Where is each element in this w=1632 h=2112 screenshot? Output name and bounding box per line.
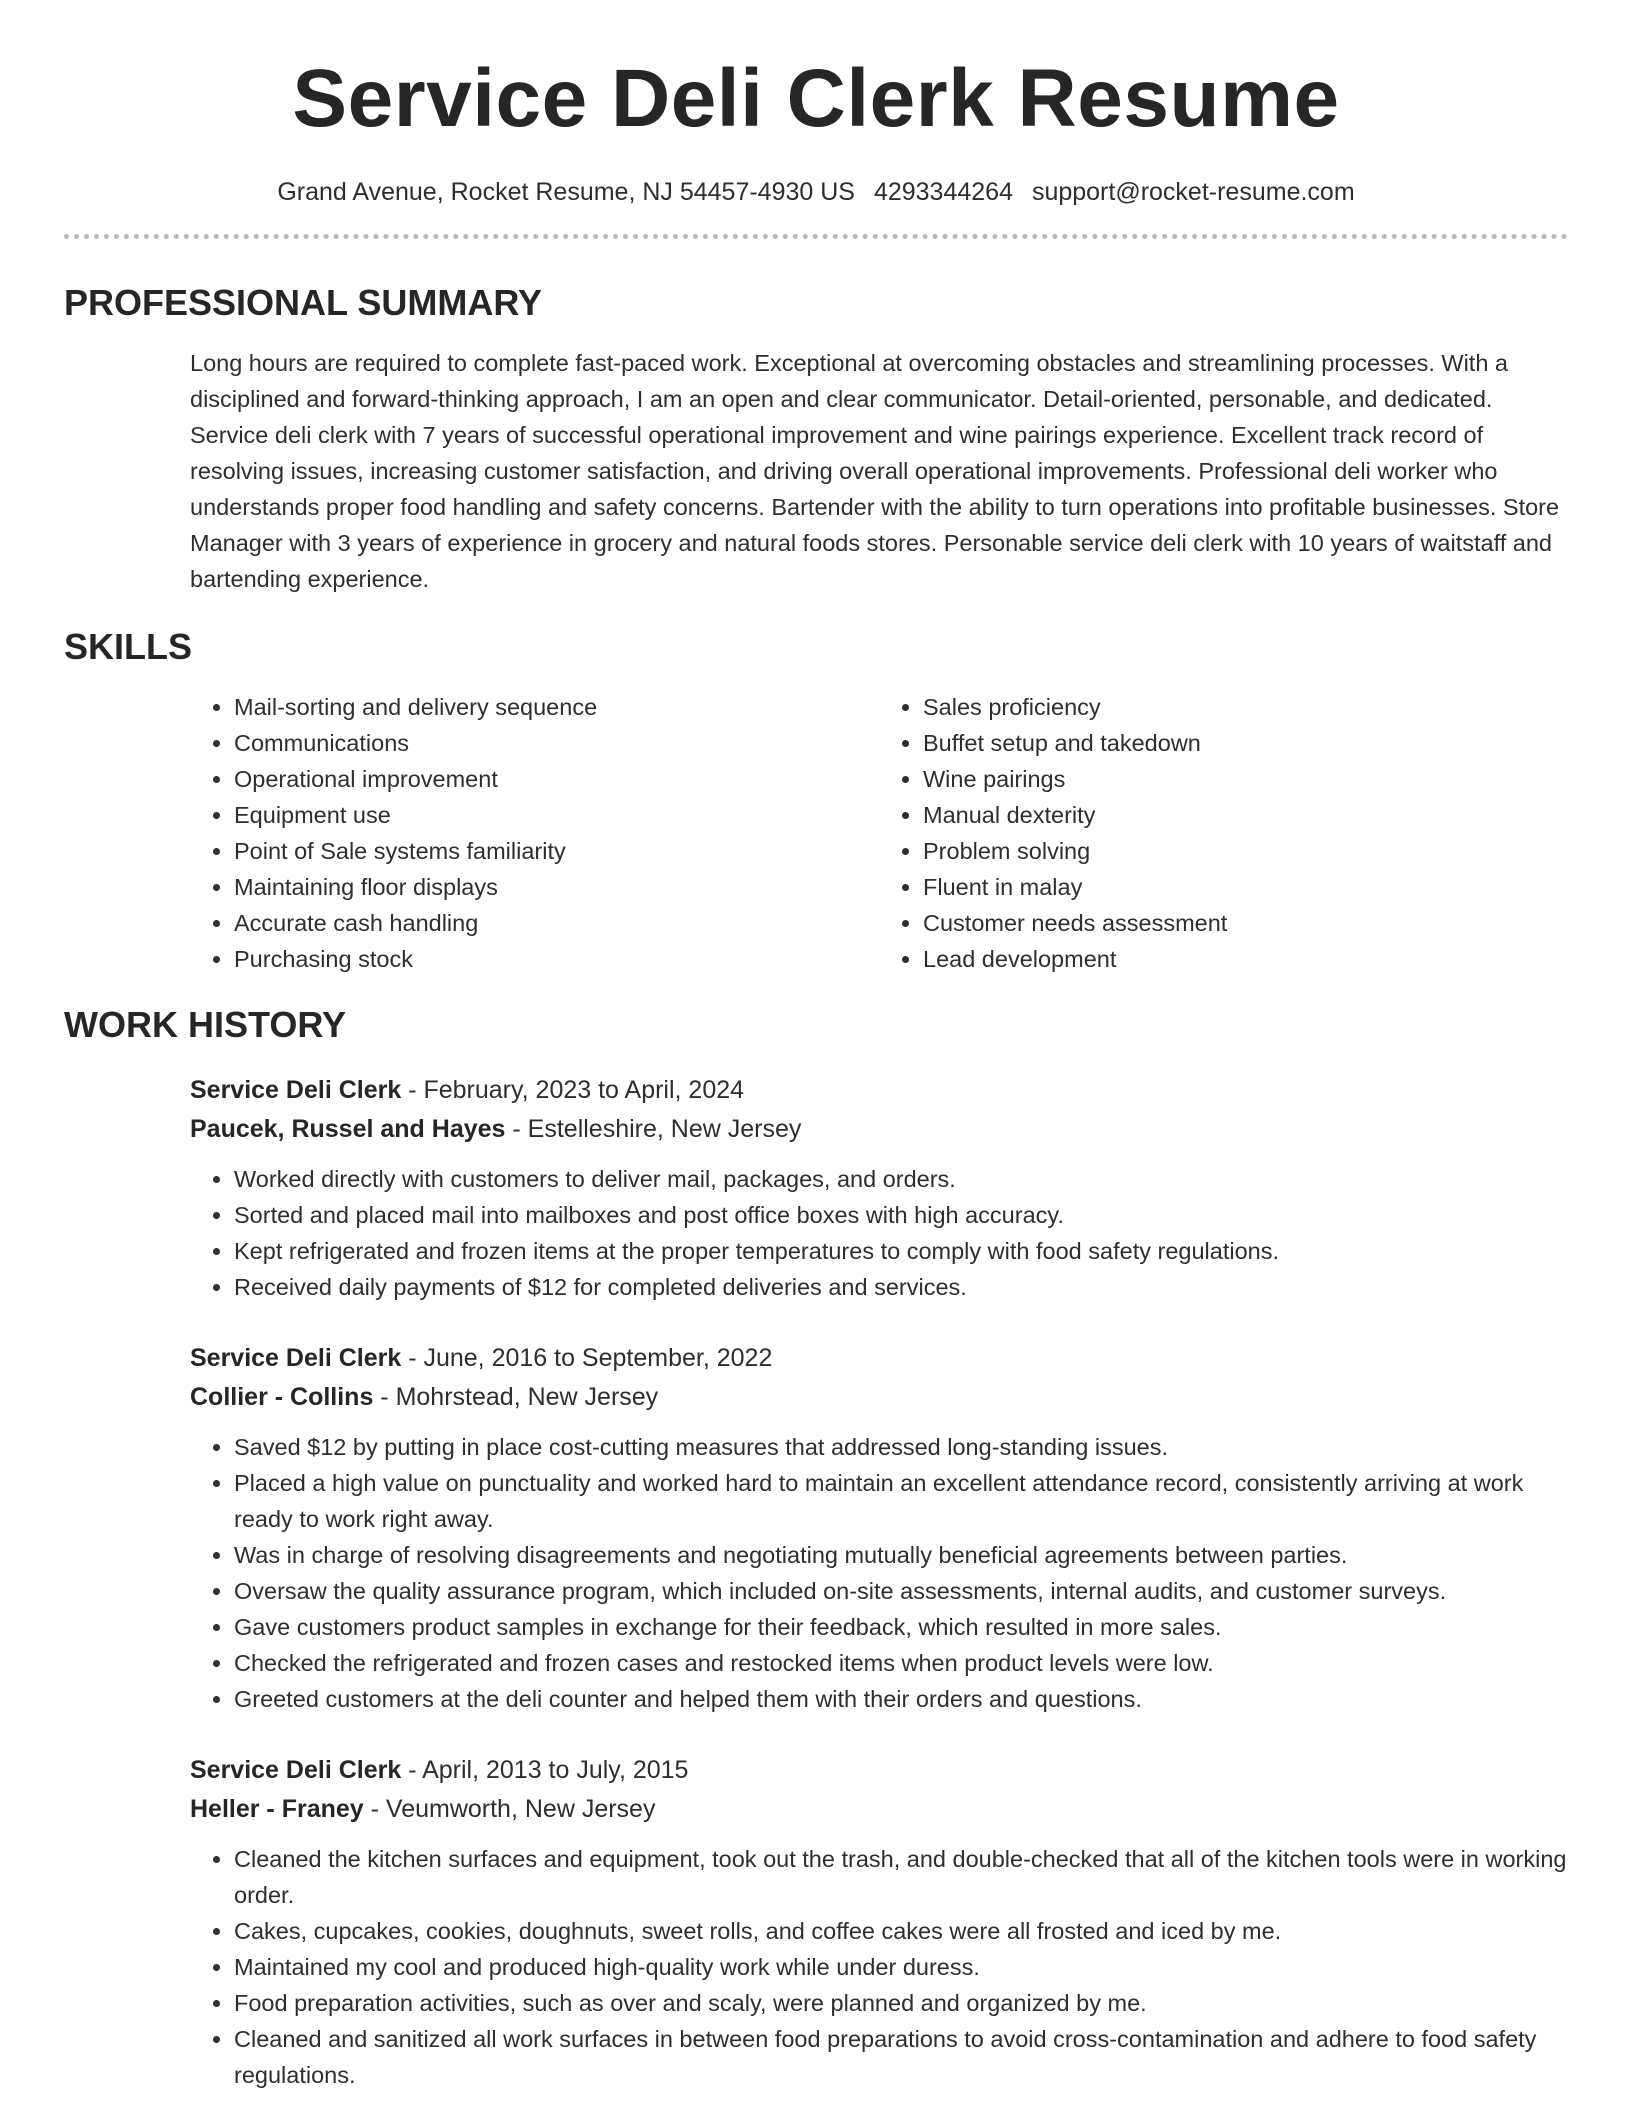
job-title-line [190,1339,1568,1378]
skill-item: • Operational improvement [234,761,879,797]
job-title: Service Deli Clerk [190,1756,402,1784]
job-bullet: • Was in charge of resolving disagreements and negotiating mutually beneficial agreements between parties. [234,1537,1568,1573]
job-company: Collier - Collins [190,1383,374,1411]
job-bullets [190,1841,1568,2093]
job-bullets [190,1161,1568,1305]
job-bullet: • Sorted and placed mail into mailboxes and post office boxes with high accuracy. [234,1197,1568,1233]
resume-title: Service Deli Clerk Resume [292,53,1340,144]
job-dates: - February, 2023 to April, 2024 [401,1076,745,1104]
contact-line [64,176,1568,208]
job-entry [190,1071,1568,1305]
contact-email: support@rocket-resume.com [1031,178,1355,206]
job-bullet: • Saved $12 by putting in place cost-cutting measures that addressed long-standing issues. [234,1429,1568,1465]
skill-item: • Buffet setup and takedown [923,725,1568,761]
job-dates: - April, 2013 to July, 2015 [401,1756,689,1784]
skills-column-right [879,689,1568,977]
job-bullet: • Oversaw the quality assurance program, which included on-site assessments, internal audits, and customer surveys. [234,1573,1568,1609]
skill-item: • Sales proficiency [923,689,1568,725]
job-bullet: • Cleaned and sanitized all work surfaces in between food preparations to avoid cross-contamination and adhere to food safety regulations. [234,2021,1568,2093]
skills-column-left [190,689,879,977]
job-bullet: • Greeted customers at the deli counter and helped them with their orders and questions. [234,1681,1568,1717]
job-bullet: • Gave customers product samples in exchange for their feedback, which resulted in more sales. [234,1609,1568,1645]
resume-page [64,0,1568,2093]
skill-item: • Point of Sale systems familiarity [234,833,879,869]
skill-item: • Manual dexterity [923,797,1568,833]
job-company: Paucek, Russel and Hayes [190,1115,506,1143]
job-title-line [190,1751,1568,1790]
job-bullet: • Cleaned the kitchen surfaces and equipment, took out the trash, and double-checked that all of the kitchen tools were in working order. [234,1841,1568,1913]
skill-item: • Lead development [923,941,1568,977]
job-bullet: • Food preparation activities, such as over and scaly, were planned and organized by me. [234,1985,1568,2021]
job-location: - Estelleshire, New Jersey [505,1115,802,1143]
skill-item: • Accurate cash handling [234,905,879,941]
job-bullets [190,1429,1568,1717]
job-bullet: • Maintained my cool and produced high-quality work while under duress. [234,1949,1568,1985]
contact-address: Grand Avenue, Rocket Resume, NJ 54457-4930 US [277,178,855,206]
skill-item: • Equipment use [234,797,879,833]
skill-item: • Communications [234,725,879,761]
work-history-heading: WORK HISTORY [64,1004,347,1045]
contact-phone: 4293344264 [873,178,1013,206]
job-bullet: • Kept refrigerated and frozen items at the proper temperatures to comply with food safety regulations. [234,1233,1568,1269]
skill-item: • Customer needs assessment [923,905,1568,941]
skill-item: • Mail-sorting and delivery sequence [234,689,879,725]
skill-item: • Maintaining floor displays [234,869,879,905]
job-bullet: • Worked directly with customers to deliver mail, packages, and orders. [234,1161,1568,1197]
job-company: Heller - Franey [190,1795,364,1823]
summary-heading: PROFESSIONAL SUMMARY [64,282,543,323]
skill-item: • Purchasing stock [234,941,879,977]
job-bullet: • Checked the refrigerated and frozen cases and restocked items when product levels were low. [234,1645,1568,1681]
skills-list [190,689,1568,977]
job-title-line [190,1071,1568,1110]
job-bullet: • Cakes, cupcakes, cookies, doughnuts, sweet rolls, and coffee cakes were all frosted and iced by me. [234,1913,1568,1949]
job-company-line [190,1790,1568,1829]
job-title: Service Deli Clerk [190,1344,402,1372]
job-location: - Veumworth, New Jersey [363,1795,656,1823]
job-entry [190,1339,1568,1717]
skill-item: • Fluent in malay [923,869,1568,905]
job-title: Service Deli Clerk [190,1076,402,1104]
job-bullet: • Placed a high value on punctuality and worked hard to maintain an excellent attendance record, consistently arriving at work ready to work right away. [234,1465,1568,1537]
skills-heading: SKILLS [64,626,193,667]
skill-item: • Wine pairings [923,761,1568,797]
job-location: - Mohrstead, New Jersey [373,1383,659,1411]
job-bullet: • Received daily payments of $12 for completed deliveries and services. [234,1269,1568,1305]
job-company-line [190,1378,1568,1417]
job-entry [190,1751,1568,2093]
job-dates: - June, 2016 to September, 2022 [401,1344,773,1372]
summary-text: Long hours are required to complete fast-paced work. Exceptional at overcoming obstacles and streamlining processes. With a disciplined and forward-thinking approach, I am an open and clear communicator. Detail-oriented, personable, and dedicated. Service deli clerk with 7 years of successful operational improvement and wine pairings experience. Excellent track record of resolving issues, increasing customer satisfaction, and driving overall operational improvements. Professional deli worker who understands proper food handling and safety concerns. Bartender with the ability to turn operations into profitable businesses. Store Manager with 3 years of experience in grocery and natural foods stores. Personable service deli clerk with 10 years of waitstaff and bartending experience. [190,350,1560,592]
header-divider [64,234,1568,239]
skill-item: • Problem solving [923,833,1568,869]
job-company-line [190,1110,1568,1149]
